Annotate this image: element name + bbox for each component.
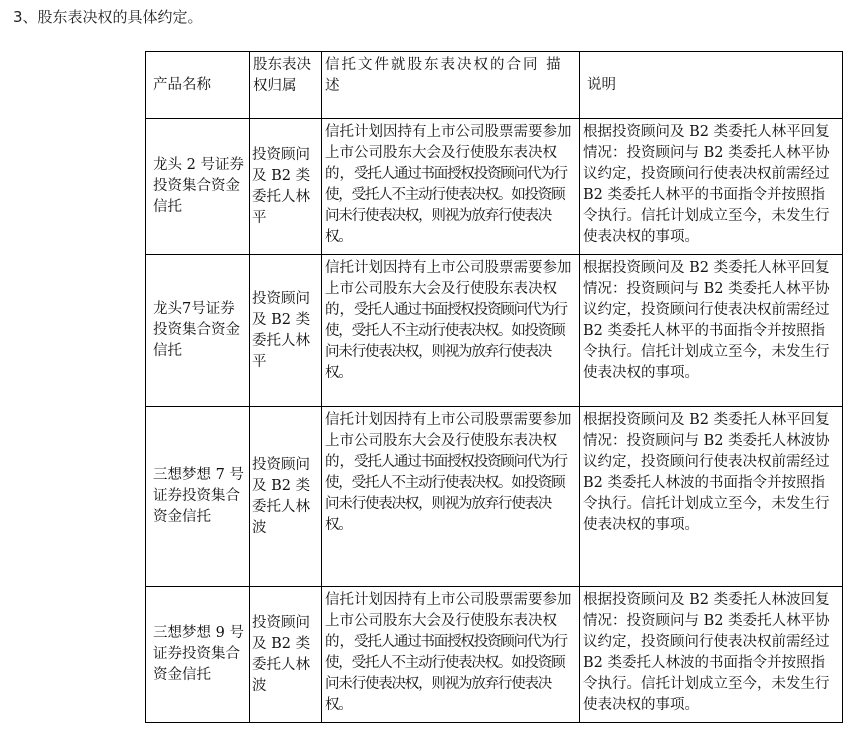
contract-description-cell	[322, 587, 580, 723]
contract-text-overlapped: 受托人通过书面授权投资顾问代为行使，受托人不主动行使表决权。如投资顾问未行使表决权，则视为放弃行使表决权。	[325, 454, 567, 533]
voting-owner-cell: 投资顾问及 B2 类委托人林平	[250, 255, 322, 407]
product-name-cell: 龙头 2 号证券投资集合资金信托	[146, 119, 250, 255]
contract-description-cell	[322, 407, 580, 587]
contract-text: 信托计划因持有上市公司股票需要参加上市公司股东大会及行使股东表决权的，	[325, 592, 572, 650]
voting-rights-table	[145, 51, 843, 723]
header-voting-owner: 股东表决权归属	[250, 52, 322, 119]
contract-text-overlapped: 受托人通过书面授权投资顾问代为行使，受托人不主动行使表决权。如投资顾问未行使表决权，则视为放弃行使表决权。	[325, 166, 567, 245]
product-name-cell: 三想梦想 9 号证券投资集合资金信托	[146, 587, 250, 723]
section-heading: 3、股东表决权的具体约定。	[13, 8, 203, 26]
voting-owner-cell: 投资顾问及 B2 类委托人林平	[250, 119, 322, 255]
contract-description-cell	[322, 119, 580, 255]
product-name-cell: 三想梦想 7 号证券投资集合资金信托	[146, 407, 250, 587]
table-row	[146, 407, 843, 587]
contract-text: 信托计划因持有上市公司股票需要参加上市公司股东大会及行使股东表决权的，	[325, 412, 572, 470]
contract-description-cell	[322, 255, 580, 407]
header-product-name: 产品名称	[146, 52, 250, 119]
note-cell: 根据投资顾问及 B2 类委托人林平回复情况：投资顾问与 B2 类委托人林波协议约定，投资顾问行使表决权前需经过 B2 类委托人林波的书面指令并按照指令执行。信托计划成立至今，未发生行使表决权的事项。	[580, 407, 843, 587]
table-row	[146, 255, 843, 407]
product-name-cell: 龙头7号证券投资集合资金信托	[146, 255, 250, 407]
note-cell: 根据投资顾问及 B2 类委托人林平回复情况：投资顾问与 B2 类委托人林平协议约定，投资顾问行使表决权前需经过 B2 类委托人林平的书面指令并按照指令执行。信托计划成立至今，未发生行使表决权的事项。	[580, 255, 843, 407]
header-note: 说明	[580, 52, 843, 119]
contract-text: 信托计划因持有上市公司股票需要参加上市公司股东大会及行使股东表决权的，	[325, 124, 572, 182]
voting-owner-cell: 投资顾问及 B2 类委托人林波	[250, 587, 322, 723]
note-cell: 根据投资顾问及 B2 类委托人林波回复情况：投资顾问与 B2 类委托人林平协议约定，投资顾问行使表决权前需经过 B2 类委托人林波的书面指令并按照指令执行。信托计划成立至今，未发生行使表决权的事项。	[580, 587, 843, 723]
contract-text: 信托计划因持有上市公司股票需要参加上市公司股东大会及行使股东表决权的，	[325, 260, 572, 318]
table-row	[146, 587, 843, 723]
table-row	[146, 119, 843, 255]
note-cell: 根据投资顾问及 B2 类委托人林平回复情况：投资顾问与 B2 类委托人林平协议约定，投资顾问行使表决权前需经过 B2 类委托人林平的书面指令并按照指令执行。信托计划成立至今，未发生行使表决权的事项。	[580, 119, 843, 255]
header-contract-description: 信托文件就股东表决权的合同 描述	[322, 52, 580, 119]
voting-owner-cell: 投资顾问及 B2 类委托人林波	[250, 407, 322, 587]
contract-text-overlapped: 受托人通过书面授权投资顾问代为行使，受托人不主动行使表决权。如投资顾问未行使表决权，则视为放弃行使表决权。	[325, 302, 567, 381]
table-header-row	[146, 52, 843, 119]
contract-text-overlapped: 受托人通过书面授权投资顾问代为行使，受托人不主动行使表决权。如投资顾问未行使表决权，则视为放弃行使表决权。	[325, 634, 567, 713]
